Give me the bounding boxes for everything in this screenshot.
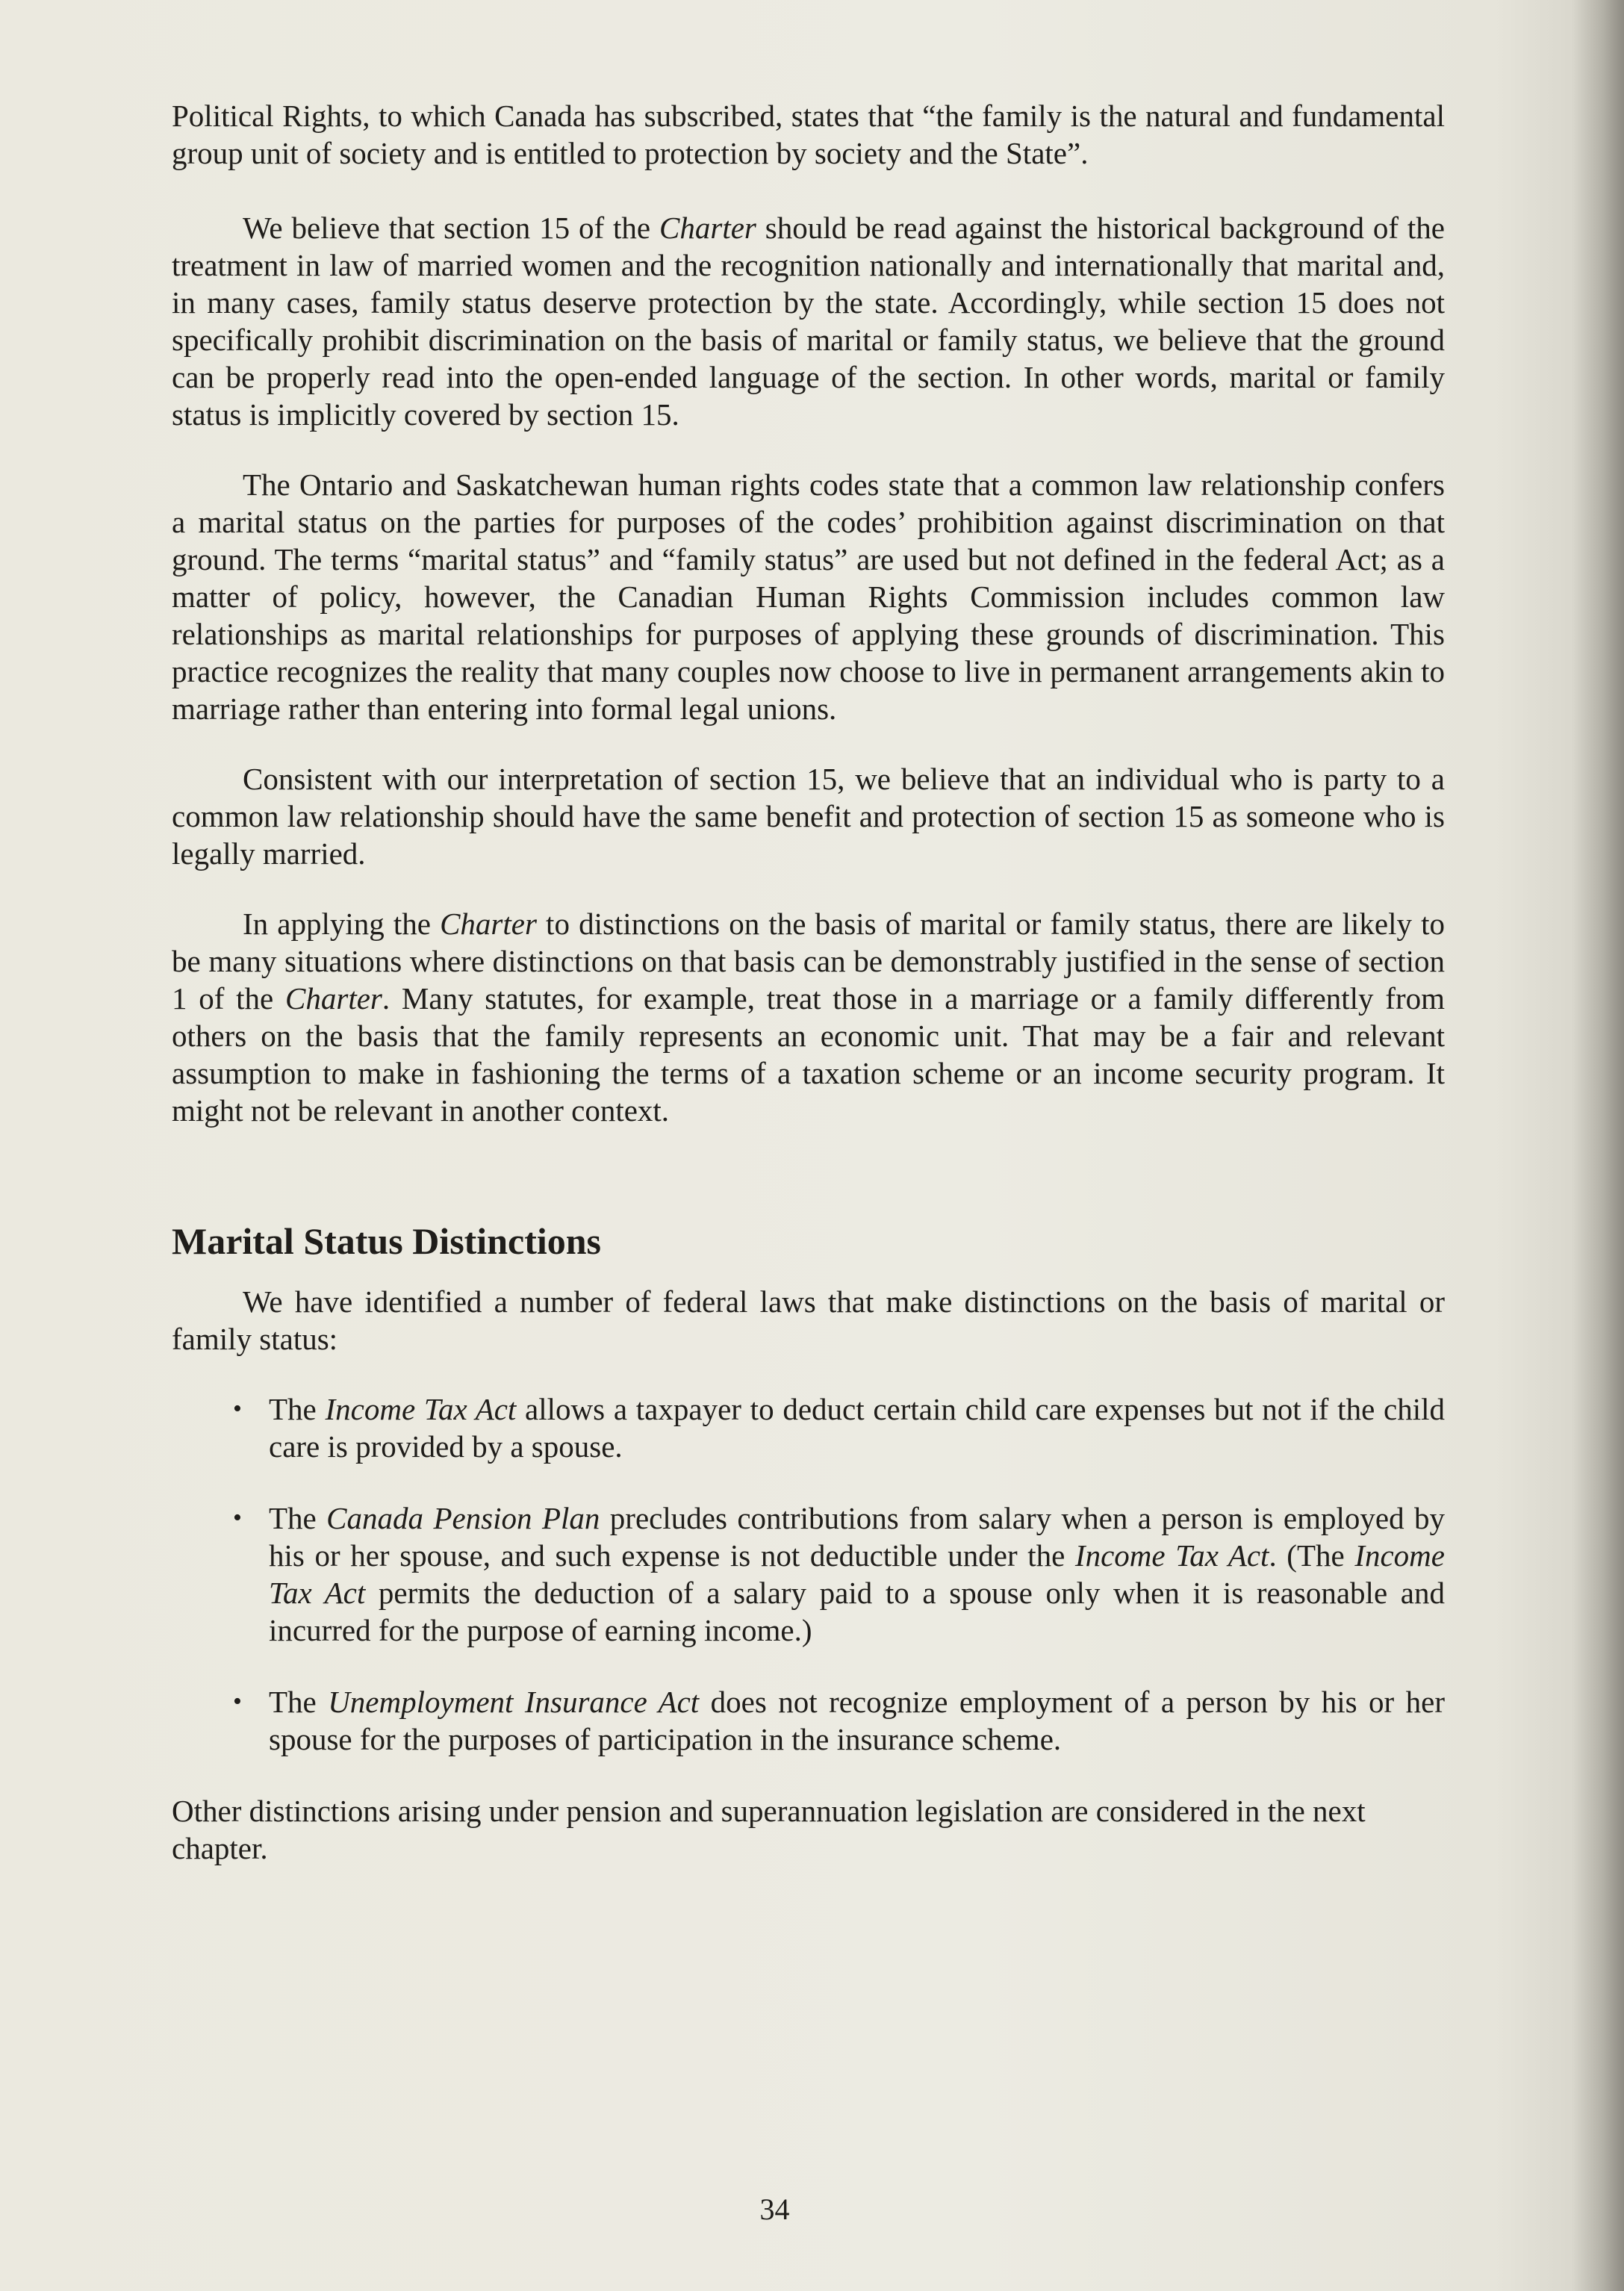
text-run: . (The xyxy=(1269,1538,1355,1573)
text-run: . Many statutes, for example, treat those in a marriage or a family differently from others on the basis that the family represents an economic unit. That may be a fair and relevant assumption to make in fashioning the terms of a taxation scheme or an income security program. It might not be relevant in another context. xyxy=(172,981,1445,1128)
italic-charter: Charter xyxy=(440,907,537,941)
italic-act-name: Canada Pension Plan xyxy=(326,1501,600,1535)
italic-act-name: Income Tax Act xyxy=(325,1392,517,1426)
list-item-income-tax xyxy=(172,1390,1445,1465)
text-run: The xyxy=(269,1392,326,1426)
paragraph-section-15-background xyxy=(172,209,1445,433)
bullet-icon: • xyxy=(233,1504,242,1532)
text-run: In applying the xyxy=(243,907,441,941)
text-run: The xyxy=(269,1501,327,1535)
text-run: permits the deduction of a salary paid to a spouse only when it is reasonable and incurred for the purpose of earning income.) xyxy=(269,1576,1445,1647)
paragraph-continuation: Political Rights, to which Canada has subscribed, states that “the family is the natural and fundamental group unit of society and is entitled to protection by society and the State”. xyxy=(172,99,1445,170)
body-text-column xyxy=(172,97,1445,1867)
section-heading: Marital Status Distinctions xyxy=(172,1220,601,1262)
paragraph-consistent-interpretation: Consistent with our interpretation of section 15, we believe that an individual who is party to a common law relationship should have the same benefit and protection of section 15 as someone who is legally married. xyxy=(172,762,1445,871)
paragraph-common-law: The Ontario and Saskatchewan human rights codes state that a common law relationship confers a marital status on the parties for purposes of the codes’ prohibition against discrimination on that ground. The terms “marital status” and “family status” are used but not defined in the federal Act; as a matter of policy, however, the Canadian Human Rights Commission includes common law relationships as marital relationships for purposes of applying these grounds of discrimination. This practice recognizes the reality that many couples now choose to live in permanent arrangements akin to marriage rather than entering into formal legal unions. xyxy=(172,467,1445,726)
italic-charter: Charter xyxy=(285,981,382,1016)
text-run: does not recognize employment of a person by his or her spouse for the purposes of participation in the insurance scheme. xyxy=(269,1685,1445,1756)
closing-paragraph: Other distinctions arising under pension and superannuation legislation are considered in the next chapter. xyxy=(172,1794,1366,1865)
text-run: precludes contributions from salary when a person is employed by his or her spouse, and such expense is not deductible under the xyxy=(269,1501,1445,1573)
italic-act-name: Income Tax Act xyxy=(1074,1538,1269,1573)
italic-act-name: Unemployment Insurance Act xyxy=(328,1685,700,1719)
text-run: The xyxy=(269,1685,329,1719)
bullet-icon: • xyxy=(233,1395,242,1423)
bullet-icon: • xyxy=(233,1688,242,1715)
page-number: 34 xyxy=(759,2192,790,2226)
text-run: allows a taxpayer to deduct certain child care expenses but not if the child care is provided by a spouse. xyxy=(269,1392,1445,1464)
text-run: should be read against the historical background of the treatment in law of married women and the recognition nationally and internationally that marital and, in many cases, family status deserve protection by the state. Accordingly, while section 15 does not specifically prohibit discrimination on the basis of marital or family status, we believe that the ground can be properly read into the open-ended language of the section. In other words, marital or family status is implicitly covered by section 15. xyxy=(172,211,1446,432)
section-intro: We have identified a number of federal laws that make distinctions on the basis of marital or family status: xyxy=(172,1284,1445,1356)
paragraph-applying-charter xyxy=(172,905,1445,1129)
italic-charter: Charter xyxy=(659,211,756,245)
text-run: We believe that section 15 of the xyxy=(243,211,660,245)
list-item-unemployment-insurance xyxy=(172,1683,1445,1758)
text-run: to distinctions on the basis of marital or family status, there are likely to be many situations where distinctions on that basis can be demonstrably justified in the sense of section 1 of the xyxy=(172,907,1445,1016)
federal-laws-list xyxy=(172,1390,1445,1758)
italic-act-name: Income Tax Act xyxy=(269,1538,1445,1610)
list-item-pension-plan xyxy=(172,1499,1445,1649)
page-spine-shadow xyxy=(1572,0,1624,2291)
